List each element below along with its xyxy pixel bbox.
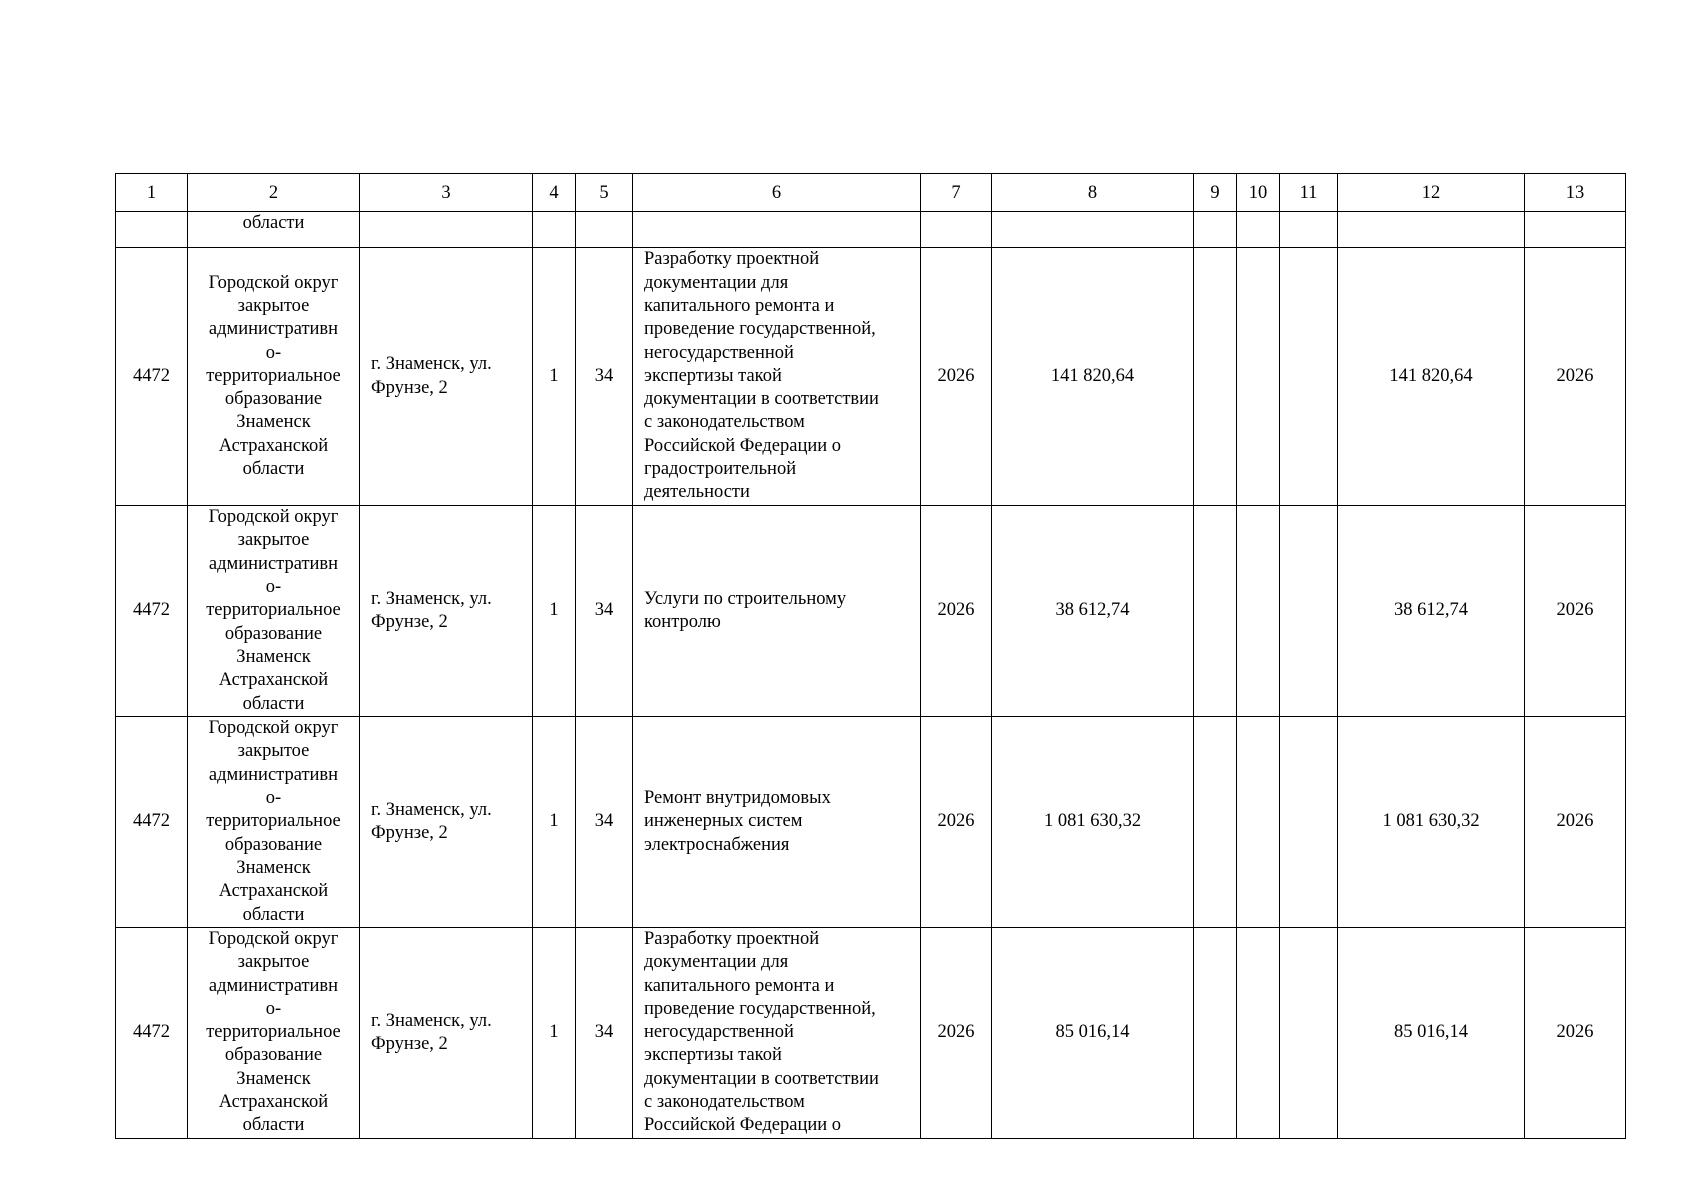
table-cell (1280, 717, 1338, 928)
amount-cell: 38 612,74 (992, 506, 1194, 717)
column-header: 11 (1280, 174, 1338, 212)
table-cell (1280, 212, 1338, 248)
table-cell (1280, 506, 1338, 717)
table-cell (1194, 717, 1237, 928)
table-cell: 1 (533, 928, 576, 1139)
year-cell: 2026 (921, 928, 992, 1139)
amount-cell: 85 016,14 (1338, 928, 1525, 1139)
table-cell (1338, 212, 1525, 248)
table-cell (1280, 248, 1338, 506)
amount-cell: 141 820,64 (992, 248, 1194, 506)
work-type-cell: Разработку проектной документации для капитального ремонта и проведение государственной, негосударственной экспертизы такой документации в соответствии с законодательством Российской Федерации о градостроительной деятельности (633, 248, 921, 506)
table-cell: 1 (533, 717, 576, 928)
column-header: 10 (1237, 174, 1280, 212)
address-cell: г. Знаменск, ул. Фрунзе, 2 (360, 717, 533, 928)
column-header: 13 (1525, 174, 1626, 212)
table-cell (633, 212, 921, 248)
year-cell: 2026 (1525, 248, 1626, 506)
table-cell: 34 (576, 506, 633, 717)
table-cell (1525, 212, 1626, 248)
table-cell (1280, 928, 1338, 1139)
table-cell: 34 (576, 717, 633, 928)
amount-cell: 1 081 630,32 (992, 717, 1194, 928)
row-id-cell: 4472 (116, 717, 188, 928)
table-cell (360, 212, 533, 248)
work-type-cell: Услуги по строительному контролю (633, 506, 921, 717)
amount-cell: 38 612,74 (1338, 506, 1525, 717)
table-cell (992, 212, 1194, 248)
table-cell (1237, 717, 1280, 928)
municipality-cell: Городской округ закрытое административн о- территориальное образование Знаменск Астраханской области (188, 928, 360, 1139)
table-cell (533, 212, 576, 248)
table-cell: 1 (533, 248, 576, 506)
continuation-row (116, 212, 1626, 248)
municipality-cell: Городской округ закрытое административн о- территориальное образование Знаменск Астраханской области (188, 506, 360, 717)
table-cell (921, 212, 992, 248)
work-type-cell: Ремонт внутридомовых инженерных систем электроснабжения (633, 717, 921, 928)
amount-cell: 141 820,64 (1338, 248, 1525, 506)
document-table (115, 173, 1626, 1139)
column-number-header-row (116, 174, 1626, 212)
column-header: 7 (921, 174, 992, 212)
table-cell (1194, 928, 1237, 1139)
column-header: 3 (360, 174, 533, 212)
table-cell: 34 (576, 928, 633, 1139)
municipality-cell: Городской округ закрытое административн о- территориальное образование Знаменск Астраханской области (188, 717, 360, 928)
year-cell: 2026 (1525, 928, 1626, 1139)
amount-cell: 85 016,14 (992, 928, 1194, 1139)
year-cell: 2026 (1525, 506, 1626, 717)
table-cell (116, 212, 188, 248)
table-cell (1194, 506, 1237, 717)
table-cell: 1 (533, 506, 576, 717)
column-header: 5 (576, 174, 633, 212)
address-cell: г. Знаменск, ул. Фрунзе, 2 (360, 248, 533, 506)
column-header: 2 (188, 174, 360, 212)
table-row (116, 506, 1626, 717)
table-cell (1194, 248, 1237, 506)
table-cell (1237, 506, 1280, 717)
work-type-cell: Разработку проектной документации для капитального ремонта и проведение государственной, негосударственной экспертизы такой документации в соответствии с законодательством Российской Федерации о (633, 928, 921, 1139)
column-header: 4 (533, 174, 576, 212)
municipality-cell: области (188, 212, 360, 248)
year-cell: 2026 (921, 717, 992, 928)
address-cell: г. Знаменск, ул. Фрунзе, 2 (360, 928, 533, 1139)
amount-cell: 1 081 630,32 (1338, 717, 1525, 928)
address-cell: г. Знаменск, ул. Фрунзе, 2 (360, 506, 533, 717)
table-cell (1237, 928, 1280, 1139)
column-header: 9 (1194, 174, 1237, 212)
year-cell: 2026 (921, 506, 992, 717)
table-cell (576, 212, 633, 248)
row-id-cell: 4472 (116, 506, 188, 717)
year-cell: 2026 (1525, 717, 1626, 928)
row-id-cell: 4472 (116, 928, 188, 1139)
table-row (116, 248, 1626, 506)
table-row (116, 928, 1626, 1139)
year-cell: 2026 (921, 248, 992, 506)
table-cell (1237, 248, 1280, 506)
column-header: 12 (1338, 174, 1525, 212)
municipality-cell: Городской округ закрытое административн о- территориальное образование Знаменск Астраханской области (188, 248, 360, 506)
row-id-cell: 4472 (116, 248, 188, 506)
table-cell (1194, 212, 1237, 248)
column-header: 1 (116, 174, 188, 212)
table-row (116, 717, 1626, 928)
column-header: 8 (992, 174, 1194, 212)
table-cell (1237, 212, 1280, 248)
column-header: 6 (633, 174, 921, 212)
table-cell: 34 (576, 248, 633, 506)
